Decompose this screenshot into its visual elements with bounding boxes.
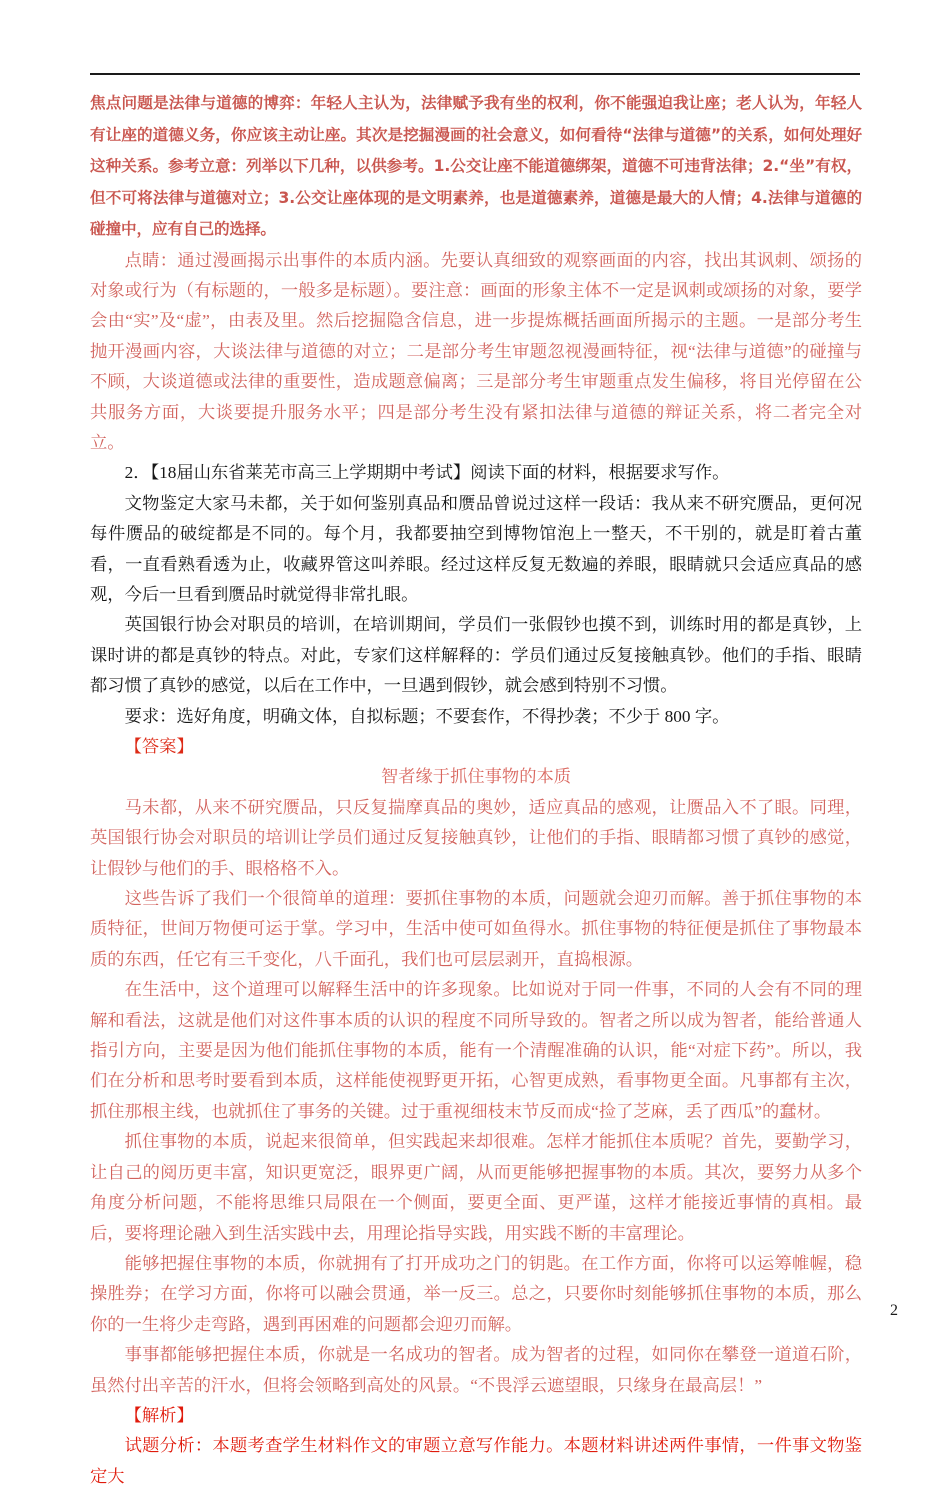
paragraph-dianjing: 点睛：通过漫画揭示出事件的本质内涵。先要认真细致的观察画面的内容，找出其讽刺、颂扬的对象或行为（有标题的，一般多是标题）。要注意：画面的形象主体不一定是讽刺或颂扬的对象，要学会由“实”及“虚”，由表及里。然后挖掘隐含信息，进一步提炼概括画面所揭示的主题。一是部分考生抛开漫画内容，大谈法律与道德的对立；二是部分考生审题忽视漫画特征，视“法律与道德”的碰撞与不顾，大谈道德或法律的重要性，造成题意偏离；三是部分考生审题重点发生偏移，将目光停留在公共服务方面，大谈要提升服务水平；四是部分考生没有紧扣法律与道德的辩证关系，将二者完全对立。 [90, 250, 862, 452]
paragraph-essay-3: 在生活中，这个道理可以解释生活中的许多现象。比如说对于同一件事，不同的人会有不同的理解和看法，这就是他们对这件事本质的认识的程度不同所导致的。智者之所以成为智者，能给普通人指引方向，主要是因为他们能抓住事物的本质，能有一个清醒准确的认识，能“对症下药”。所以，我们在分析和思考时要看到本质，这样能使视野更开拓，心智更成熟，看事物更全面。凡事都有主次，抓住那根主线，也就抓住了事务的关键。过于重视细枝末节反而成“捡了芝麻，丢了西瓜”的蠢材。 [90, 980, 862, 1121]
paragraph-material-2: 英国银行协会对职员的培训，在培训期间，学员们一张假钞也摸不到，训练时用的都是真钞，上课时讲的都是真钞的特点。对此，专家们这样解释的：学员们通过反复接触真钞。他们的手指、眼睛都习惯了真钞的感觉，以后在工作中，一旦遇到假钞，就会感到特别不习惯。 [90, 615, 862, 696]
paragraph-question-2: 2．【18届山东省莱芜市高三上学期期中考试】阅读下面的材料，根据要求写作。 [124, 463, 730, 483]
paragraph-essay-6: 事事都能够把握住本质，你就是一名成功的智者。成为智者的过程，如同你在攀登一道道石阶，虽然付出辛苦的汗水，但将会领略到高处的风景。“不畏浮云遮望眼，只缘身在最高层！” [90, 1345, 862, 1395]
paragraph-essay-5: 能够把握住事物的本质，你就拥有了打开成功之门的钥匙。在工作方面，你将可以运筹帷幄，稳操胜券；在学习方面，你将可以融会贯通，举一反三。总之，只要你时刻能够抓住事物的本质，那么你的一生将少走弯路，遇到再困难的问题都会迎刃而解。 [90, 1253, 862, 1334]
paragraph-essay-2: 这些告诉了我们一个很简单的道理：要抓住事物的本质，问题就会迎刃而解。善于抓住事物的本质特征，世间万物便可运于掌。学习中，生活中使可如鱼得水。抓住事物的特征便是抓住了事物最本质的东西，任它有三千变化，八千面孔，我们也可层层剥开，直捣根源。 [90, 889, 862, 969]
paragraph-essay-4: 抓住事物的本质，说起来很简单，但实践起来却很难。怎样才能抓住本质呢？首先，要勤学习，让自己的阅历更丰富，知识更宽泛，眼界更广阔，从而更能够把握事物的本质。其次，要努力从多个角度分析问题，不能将思维只局限在一个侧面，要更全面、更严谨，这样才能接近事情的真相。最后，要将理论融入到生活实践中去，用理论指导实践，用实践不断的丰富理论。 [90, 1132, 862, 1243]
page-number: 2 [890, 1302, 898, 1319]
document-content [90, 88, 862, 1492]
paragraph-focus-problem: 焦点问题是法律与道德的博弈：年轻人主认为，法律赋予我有坐的权利，你不能强迫我让座；老人认为，年轻人有让座的道德义务，你应该主动让座。其次是挖掘漫画的社会意义，如何看待“法律与道德”的关系，如何处理好这种关系。参考立意：列举以下几种，以供参考。1.公交让座不能道德绑架，道德不可违背法律；2.“坐”有权，但不可将法律与道德对立；3.公交让座体现的是文明素养，也是道德素养，道德是最大的人情；4.法律与道德的碰撞中，应有自己的选择。 [90, 94, 862, 238]
paragraph-material-1: 文物鉴定大家马未都，关于如何鉴别真品和赝品曾说过这样一段话：我从来不研究赝品，更何况每件赝品的破绽都是不同的。每个月，我都要抽空到博物馆泡上一整天，不干别的，就是盯着古董看，一直看熟看透为止，收藏界管这叫养眼。经过这样反复无数遍的养眼，眼睛就只会适应真品的感观，今后一旦看到赝品时就觉得非常扎眼。 [90, 493, 862, 604]
essay-title: 智者缘于抓住事物的本质 [380, 767, 572, 787]
header-rule [90, 73, 860, 75]
paragraph-essay-1: 马未都，从来不研究赝品，只反复揣摩真品的奥妙，适应真品的感观，让赝品入不了眼。同理，英国银行协会对职员的培训让学员们通过反复接触真钞，让他们的手指、眼睛都习惯了真钞的感觉，让假钞与他们的手、眼格格不入。 [90, 797, 862, 878]
paragraph-requirement: 要求：选好角度，明确文体，自拟标题；不要套作，不得抄袭；不少于 800 字。 [124, 706, 730, 726]
paragraph-analysis: 试题分析：本题考查学生材料作文的审题立意写作能力。本题材料讲述两件事情，一件事文物鉴定大 [90, 1436, 862, 1486]
label-analysis: 【解析】 [124, 1405, 194, 1425]
label-answer: 【答案】 [124, 737, 194, 756]
